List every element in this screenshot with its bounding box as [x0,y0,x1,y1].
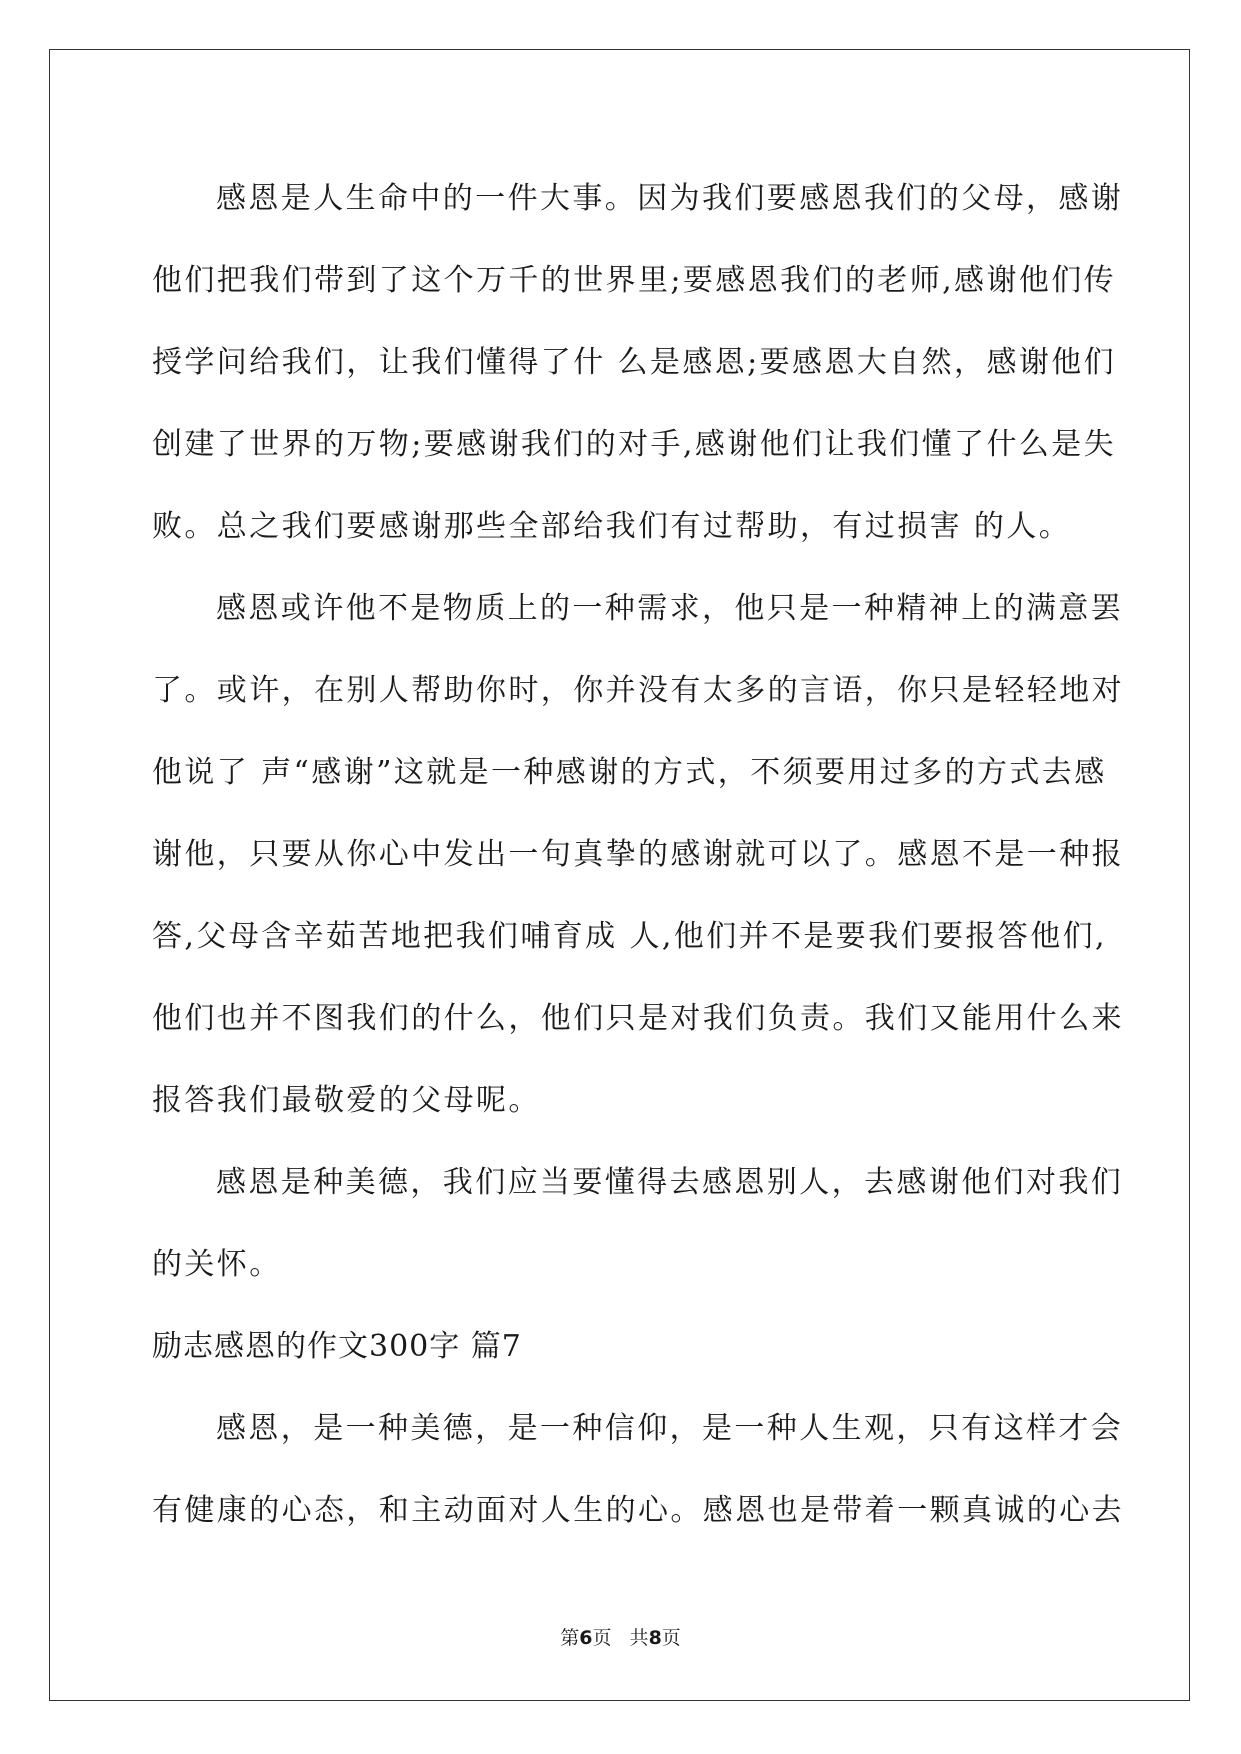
text-line: 感恩，是一种美德，是一种信仰，是一种人生观，只有这样才会 [216,1411,1124,1446]
text-line: 他说了 声“感谢”这就是一种感谢的方式，不须要用过多的方式去感 [152,755,1107,790]
text-line: 感恩或许他不是物质上的一种需求，他只是一种精神上的满意罢 [216,591,1124,626]
text-line: 答,父母含辛茹苦地把我们哺育成 人,他们并不是要我们要报答他们, [152,919,1107,954]
paragraph-3 [152,1142,1124,1306]
footer-prefix: 第 [560,1627,580,1649]
text-line: 谢他，只要从你心中发出一句真挚的感谢就可以了。感恩不是一种报 [152,837,1124,872]
text-line: 感恩是种美德，我们应当要懂得去感恩别人，去感谢他们对我们 [216,1165,1124,1200]
section-heading: 励志感恩的作文300字 篇7 [152,1329,522,1364]
footer-suffix: 页 [661,1627,681,1649]
total-pages-number: 8 [648,1627,662,1649]
paragraph-1 [152,158,1124,568]
paragraph-4 [152,1388,1124,1552]
text-line: 他们把我们带到了这个万千的世界里;要感恩我们的老师,感谢他们传 [152,263,1117,298]
paragraph-2 [152,568,1124,1142]
text-line: 了。或许，在别人帮助你时，你并没有太多的言语，你只是轻轻地对 [152,673,1124,708]
text-line: 他们也并不图我们的什么，他们只是对我们负责。我们又能用什么来 [152,1001,1124,1036]
text-line: 创建了世界的万物;要感谢我们的对手,感谢他们让我们懂了什么是失 [152,427,1117,462]
text-line: 感恩是人生命中的一件大事。因为我们要感恩我们的父母，感谢 [216,181,1124,216]
footer-middle: 页 共 [592,1627,649,1649]
text-line: 的关怀。 [152,1247,282,1282]
text-line: 败。总之我们要感谢那些全部给我们有过帮助，有过损害 的人。 [152,509,1072,544]
document-body [152,158,1124,1552]
text-line: 授学问给我们，让我们懂得了什 么是感恩;要感恩大自然，感谢他们 [152,345,1117,380]
text-line: 报答我们最敬爱的父母呢。 [152,1083,541,1118]
text-line: 有健康的心态，和主动面对人生的心。感恩也是带着一颗真诚的心去 [152,1493,1124,1528]
current-page-number: 6 [579,1627,593,1649]
page-footer [0,1626,1241,1650]
